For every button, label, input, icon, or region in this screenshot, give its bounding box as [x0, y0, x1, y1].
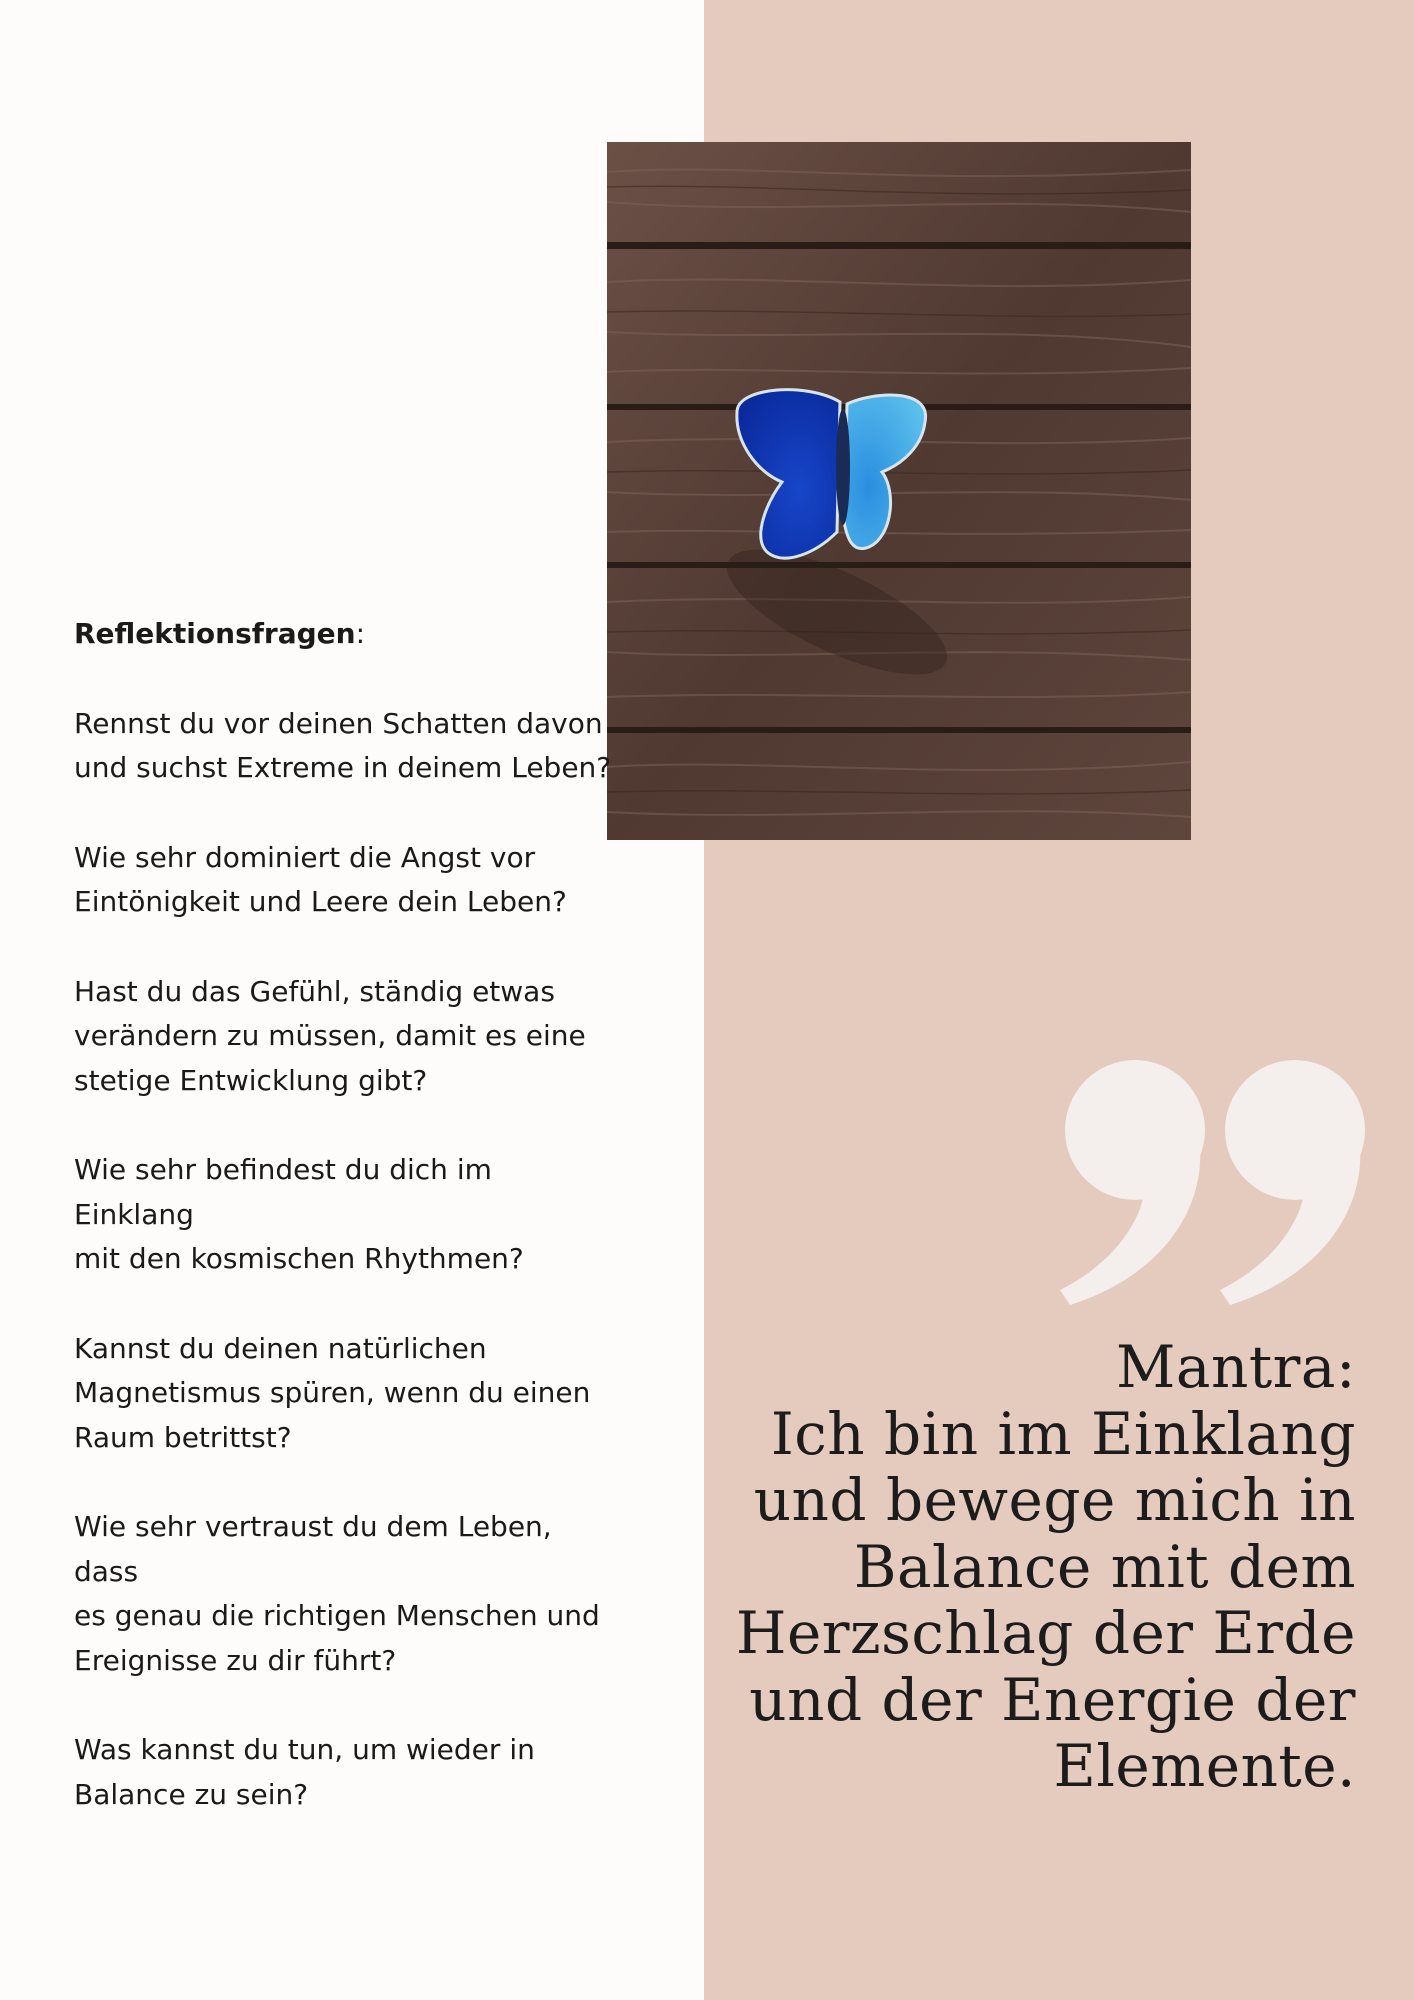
mantra-line: Ich bin im Einklang [770, 1399, 1356, 1468]
reflection-question [74, 1148, 614, 1282]
reflection-question [74, 836, 614, 925]
mantra-line: Mantra: [1116, 1333, 1356, 1401]
question-line: stetige Entwicklung gibt? [74, 1063, 428, 1097]
question-line: Wie sehr vertraust du dem Leben, dass [74, 1510, 552, 1588]
question-line: es genau die richtigen Menschen und [74, 1599, 600, 1632]
question-list [74, 702, 614, 1818]
butterfly-photo [607, 142, 1191, 840]
question-line: Wie sehr befindest du dich im Einklang [74, 1153, 492, 1231]
reflection-questions [74, 612, 614, 1862]
question-line: Eintönigkeit und Leere dein Leben? [74, 885, 567, 918]
question-line: Kannst du deinen natürlichen [74, 1331, 487, 1365]
butterfly-on-wood-image [607, 142, 1191, 840]
mantra-line: und der Energie der [749, 1665, 1356, 1734]
reflection-question [74, 1728, 614, 1817]
mantra-line: und bewege mich in [753, 1466, 1356, 1534]
mantra-line: Balance mit dem [853, 1532, 1356, 1601]
mantra-text [716, 1334, 1356, 1800]
question-line: Wie sehr dominiert die Angst vor [74, 840, 536, 874]
question-line: Hast du das Gefühl, ständig etwas [74, 974, 555, 1008]
reflection-question [74, 1327, 614, 1461]
mantra-line: Elemente. [1053, 1732, 1356, 1800]
question-line: Magnetismus spüren, wenn du einen [74, 1376, 591, 1409]
question-line: Raum betrittst? [74, 1420, 292, 1454]
mantra-line: Herzschlag der Erde [735, 1599, 1356, 1667]
question-line: Was kannst du tun, um wieder in [74, 1733, 535, 1766]
quote-mark-icon [1040, 1050, 1370, 1310]
reflection-question [74, 970, 614, 1104]
question-line: mit den kosmischen Rhythmen? [74, 1242, 524, 1275]
question-line: Balance zu sein? [74, 1777, 309, 1811]
question-line: Rennst du vor deinen Schatten davon [74, 706, 603, 740]
reflection-question [74, 1505, 614, 1683]
reflection-question [74, 702, 614, 791]
question-line: verändern zu müssen, damit es eine [74, 1019, 586, 1052]
question-line: und suchst Extreme in deinem Leben? [74, 751, 612, 784]
question-line: Ereignisse zu dir führt? [74, 1643, 397, 1677]
reflection-heading: Reflektionsfragen: [74, 617, 366, 650]
